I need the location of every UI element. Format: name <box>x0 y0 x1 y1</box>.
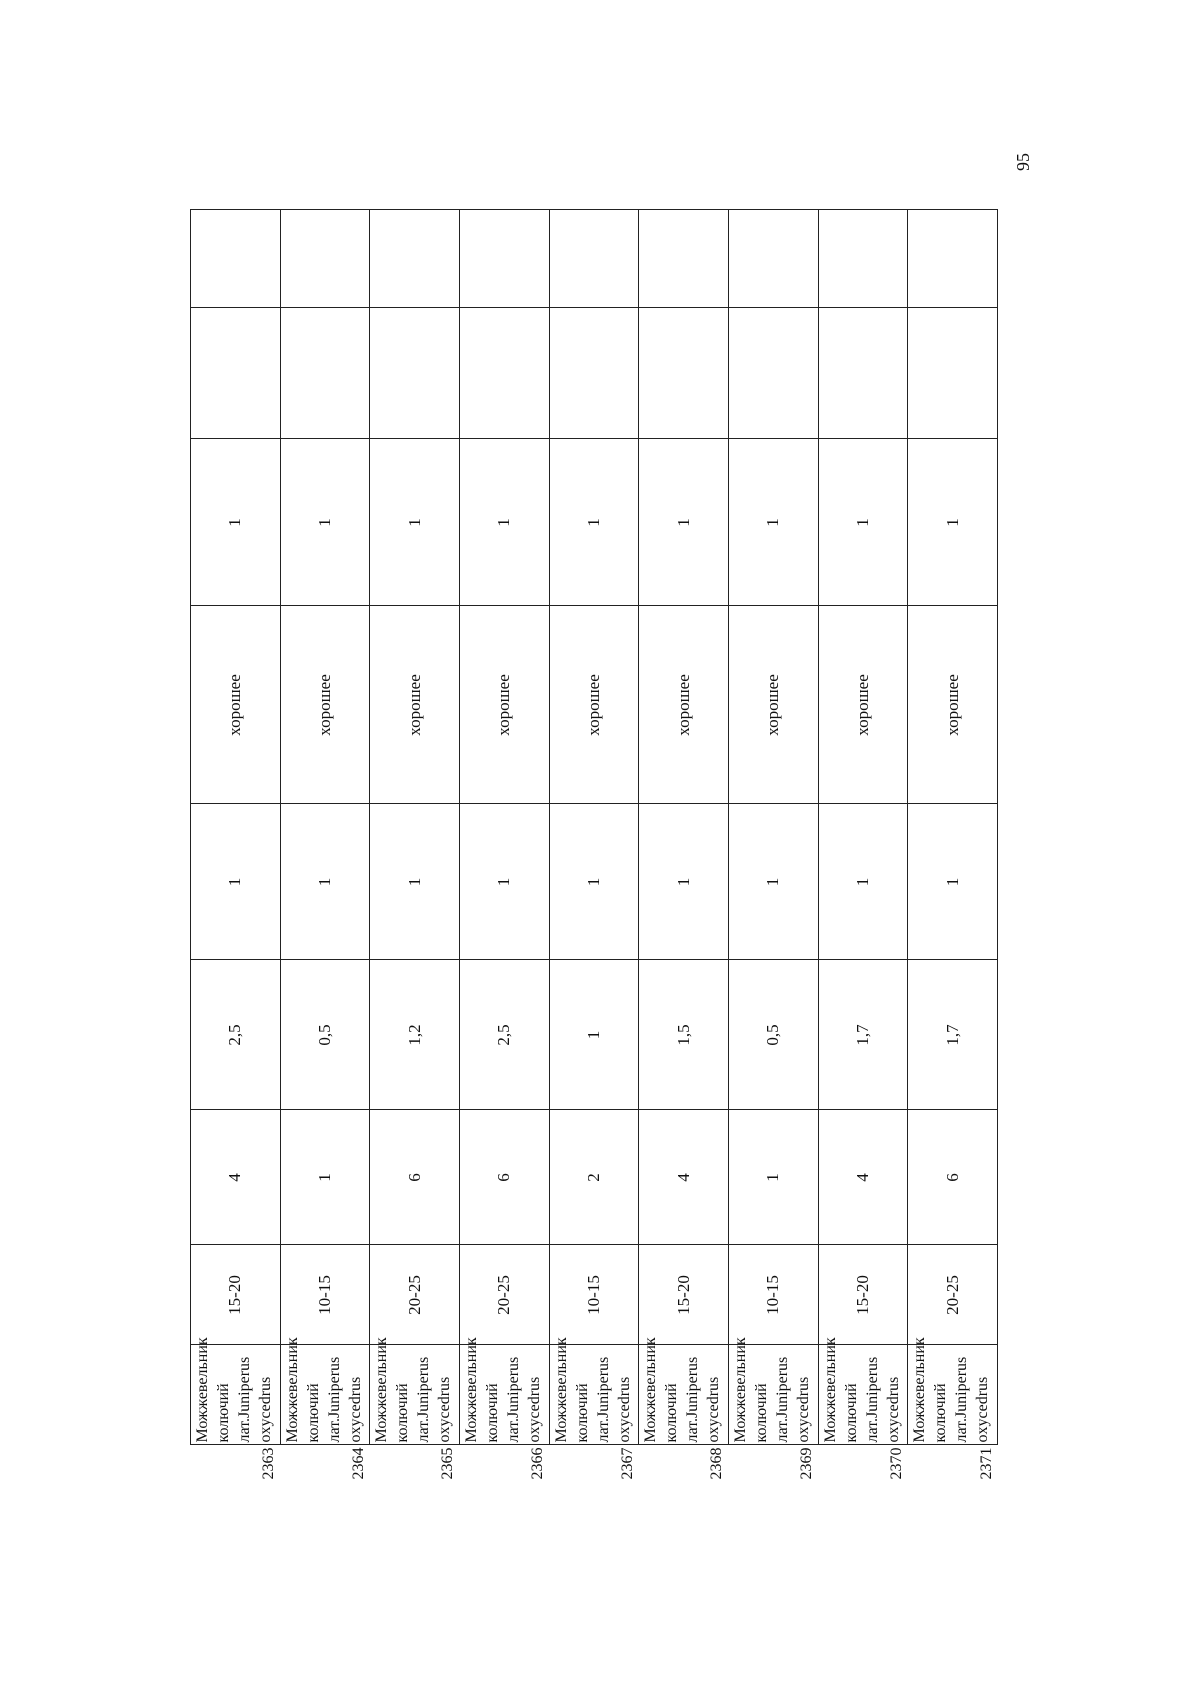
table-row <box>639 210 729 1540</box>
height-cell: 4 <box>191 1110 281 1245</box>
rotated-table-inner <box>190 210 998 1540</box>
age-cell: 10-15 <box>728 1245 818 1345</box>
species-name-line: oxycedrus <box>974 1376 992 1443</box>
category-cell: 1 <box>639 439 729 606</box>
age-cell: 15-20 <box>818 1245 908 1345</box>
species-name-line: oxycedrus <box>436 1376 454 1443</box>
condition-cell: хорошее <box>908 606 998 804</box>
species-name-line: колючий <box>394 1383 412 1443</box>
species-name-line: Можжевельник <box>552 1337 570 1443</box>
extra-cell-2 <box>639 210 729 308</box>
count-cell: 1 <box>728 804 818 960</box>
row-number: 2366 <box>529 1447 547 1480</box>
species-name-line: колючий <box>483 1383 501 1443</box>
condition-cell: хорошее <box>280 606 370 804</box>
height-cell: 1 <box>728 1110 818 1245</box>
count-cell: 1 <box>280 804 370 960</box>
extra-cell-2 <box>728 210 818 308</box>
species-name-line: колючий <box>304 1383 322 1443</box>
diameter-cell: 1 <box>549 960 639 1110</box>
species-name-line: Можжевельник <box>283 1337 301 1443</box>
species-name-line: Можжевельник <box>731 1337 749 1443</box>
species-name-line: oxycedrus <box>525 1376 543 1443</box>
diameter-cell: 1,2 <box>370 960 460 1110</box>
species-name-line: колючий <box>752 1383 770 1443</box>
species-name-line: лат.Juniperus <box>236 1356 253 1443</box>
age-cell: 15-20 <box>639 1245 729 1345</box>
species-name-line: Можжевельник <box>642 1337 660 1443</box>
extra-cell-1 <box>549 308 639 439</box>
condition-cell: хорошее <box>728 606 818 804</box>
condition-cell: хорошее <box>549 606 639 804</box>
condition-cell: хорошее <box>191 606 281 804</box>
extra-cell-1 <box>370 308 460 439</box>
species-name-line: oxycedrus <box>615 1376 633 1443</box>
category-cell: 1 <box>549 439 639 606</box>
table-row <box>549 210 639 1540</box>
table-row <box>459 210 549 1540</box>
extra-cell-1 <box>459 308 549 439</box>
page-number: 95 <box>1013 153 1033 171</box>
count-cell: 1 <box>191 804 281 960</box>
diameter-cell: 1,7 <box>908 960 998 1110</box>
table-row <box>370 210 460 1540</box>
extra-cell-2 <box>370 210 460 308</box>
height-cell: 4 <box>818 1110 908 1245</box>
count-cell: 1 <box>818 804 908 960</box>
species-name-line: колючий <box>842 1383 860 1443</box>
category-cell: 1 <box>459 439 549 606</box>
row-number: 2370 <box>887 1447 905 1480</box>
species-name-line: Можжевельник <box>462 1337 480 1443</box>
category-cell: 1 <box>280 439 370 606</box>
species-name-line: oxycedrus <box>705 1376 723 1443</box>
species-name-line: колючий <box>663 1383 681 1443</box>
extra-cell-2 <box>459 210 549 308</box>
height-cell: 6 <box>370 1110 460 1245</box>
height-cell: 4 <box>639 1110 729 1245</box>
diameter-cell: 2,5 <box>459 960 549 1110</box>
diameter-cell: 0,5 <box>280 960 370 1110</box>
count-cell: 1 <box>639 804 729 960</box>
species-name-line: Можжевельник <box>194 1337 211 1443</box>
extra-cell-2 <box>191 210 281 308</box>
species-name-line: oxycedrus <box>346 1376 364 1443</box>
count-cell: 1 <box>908 804 998 960</box>
category-cell: 1 <box>191 439 281 606</box>
extra-cell-2 <box>549 210 639 308</box>
species-name-line: oxycedrus <box>884 1376 902 1443</box>
species-name-line: oxycedrus <box>257 1376 274 1443</box>
age-cell: 15-20 <box>191 1245 281 1345</box>
species-name-cell <box>191 1337 281 1445</box>
category-cell: 1 <box>370 439 460 606</box>
extra-cell-2 <box>280 210 370 308</box>
table-body <box>191 210 998 1540</box>
extra-cell-2 <box>818 210 908 308</box>
table-row <box>728 210 818 1540</box>
row-number: 2365 <box>439 1447 457 1480</box>
extra-cell-1 <box>818 308 908 439</box>
species-name-line: Можжевельник <box>911 1337 929 1443</box>
count-cell: 1 <box>459 804 549 960</box>
extra-cell-1 <box>280 308 370 439</box>
condition-cell: хорошее <box>639 606 729 804</box>
age-cell: 10-15 <box>549 1245 639 1345</box>
count-cell: 1 <box>370 804 460 960</box>
species-name-line: лат.Juniperus <box>953 1356 971 1443</box>
species-name-cell <box>818 1337 908 1445</box>
category-cell: 1 <box>908 439 998 606</box>
condition-cell: хорошее <box>370 606 460 804</box>
species-name-cell <box>549 1337 639 1445</box>
species-name-line: лат.Juniperus <box>773 1356 791 1443</box>
height-cell: 6 <box>459 1110 549 1245</box>
table-row <box>191 210 281 1540</box>
age-cell: 20-25 <box>908 1245 998 1345</box>
height-cell: 6 <box>908 1110 998 1245</box>
plant-inventory-table <box>190 210 998 1541</box>
row-number: 2364 <box>349 1447 367 1480</box>
row-number: 2369 <box>798 1447 816 1480</box>
diameter-cell: 2,5 <box>191 960 281 1110</box>
species-name-line: колючий <box>932 1383 950 1443</box>
extra-cell-1 <box>639 308 729 439</box>
age-cell: 20-25 <box>370 1245 460 1345</box>
extra-cell-1 <box>191 308 281 439</box>
age-cell: 20-25 <box>459 1245 549 1345</box>
rotated-table-frame <box>190 210 998 1540</box>
category-cell: 1 <box>728 439 818 606</box>
species-name-line: колючий <box>215 1383 232 1443</box>
extra-cell-1 <box>908 308 998 439</box>
height-cell: 2 <box>549 1110 639 1245</box>
row-number: 2363 <box>260 1447 278 1480</box>
species-name-cell <box>728 1337 818 1445</box>
extra-cell-2 <box>908 210 998 308</box>
row-number: 2367 <box>618 1447 636 1480</box>
age-cell: 10-15 <box>280 1245 370 1345</box>
height-cell: 1 <box>280 1110 370 1245</box>
count-cell: 1 <box>549 804 639 960</box>
species-name-line: колючий <box>573 1383 591 1443</box>
species-name-line: лат.Juniperus <box>684 1356 702 1443</box>
category-cell: 1 <box>818 439 908 606</box>
table-row <box>280 210 370 1540</box>
species-name-line: лат.Juniperus <box>863 1356 881 1443</box>
row-number: 2368 <box>708 1447 726 1480</box>
species-name-line: лат.Juniperus <box>504 1356 522 1443</box>
row-number: 2371 <box>977 1447 995 1480</box>
species-name-line: Можжевельник <box>821 1337 839 1443</box>
extra-cell-1 <box>728 308 818 439</box>
condition-cell: хорошее <box>459 606 549 804</box>
species-name-line: лат.Juniperus <box>325 1356 343 1443</box>
diameter-cell: 1,5 <box>639 960 729 1110</box>
species-name-cell <box>639 1337 729 1445</box>
species-name-cell <box>370 1337 460 1445</box>
diameter-cell: 0,5 <box>728 960 818 1110</box>
species-name-cell <box>908 1337 998 1445</box>
table-row <box>818 210 908 1540</box>
species-name-line: лат.Juniperus <box>415 1356 433 1443</box>
diameter-cell: 1,7 <box>818 960 908 1110</box>
table-row <box>908 210 998 1540</box>
species-name-line: Можжевельник <box>373 1337 391 1443</box>
species-name-cell <box>459 1337 549 1445</box>
species-name-line: лат.Juniperus <box>594 1356 612 1443</box>
species-name-cell <box>280 1337 370 1445</box>
condition-cell: хорошее <box>818 606 908 804</box>
species-name-line: oxycedrus <box>794 1376 812 1443</box>
